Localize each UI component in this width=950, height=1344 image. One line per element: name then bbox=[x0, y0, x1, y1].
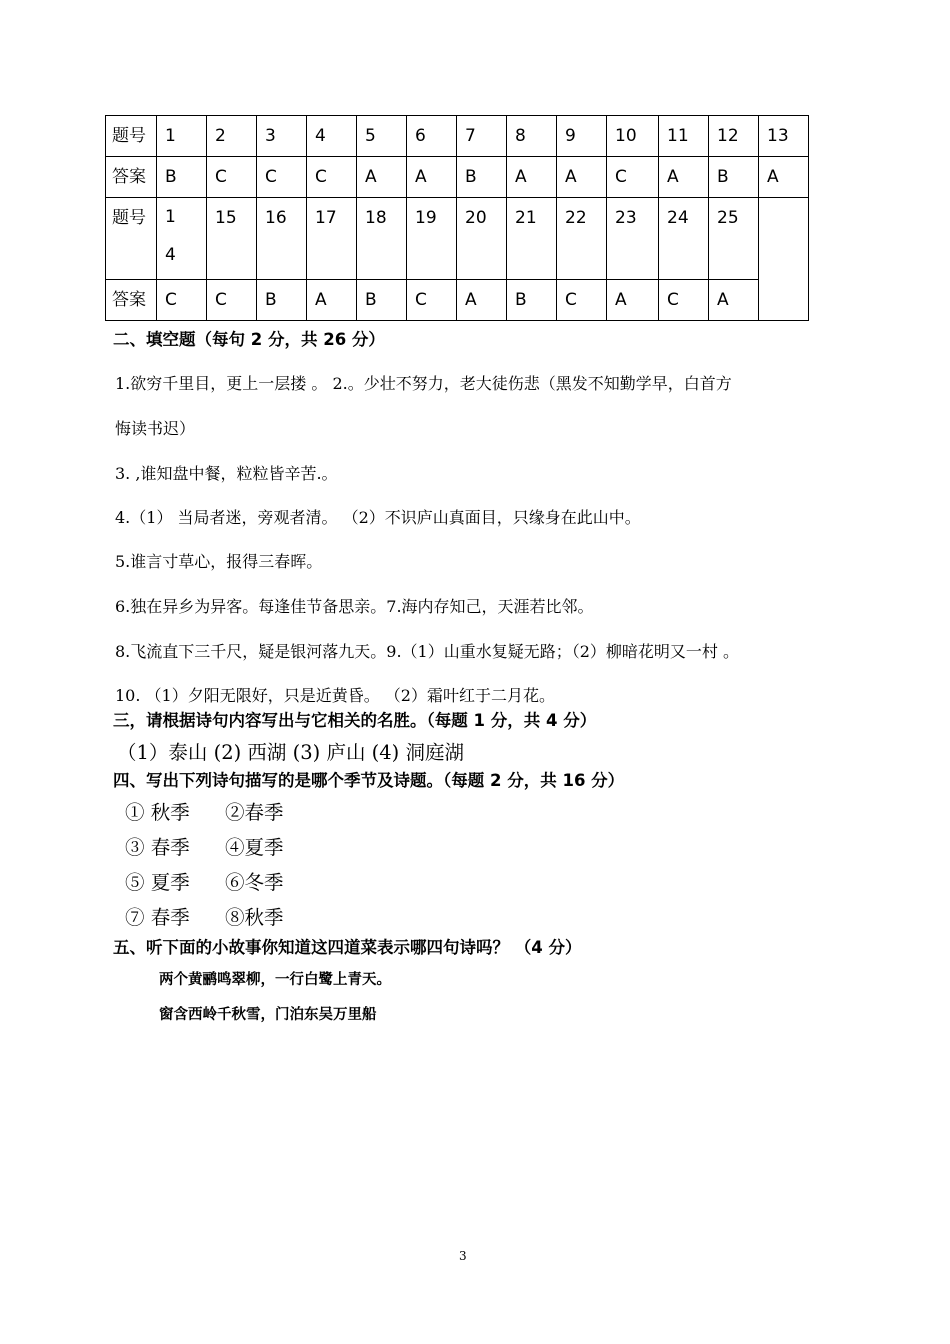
table-cell: A bbox=[407, 157, 457, 198]
table-row bbox=[106, 280, 809, 321]
table-cell: A bbox=[759, 157, 809, 198]
table-cell: 2 bbox=[207, 116, 257, 157]
table-cell: 21 bbox=[507, 198, 557, 280]
season-answer: ⑥冬季 bbox=[225, 871, 284, 894]
table-cell: 22 bbox=[557, 198, 607, 280]
table-cell-empty bbox=[759, 198, 809, 321]
table-cell: 24 bbox=[659, 198, 709, 280]
season-answer: ⑧秋季 bbox=[225, 906, 284, 929]
table-cell: 15 bbox=[207, 198, 257, 280]
table-cell: A bbox=[457, 280, 507, 321]
section-4-title: 四、写出下列诗句描写的是哪个季节及诗题。（每题 2 分，共 16 分） bbox=[113, 771, 625, 790]
section-3-title: 三，请根据诗句内容写出与它相关的名胜。（每题 1 分，共 4 分） bbox=[113, 711, 597, 730]
table-cell: 18 bbox=[357, 198, 407, 280]
table-cell: C bbox=[607, 157, 659, 198]
table-cell: A bbox=[507, 157, 557, 198]
table-cell: B bbox=[157, 157, 207, 198]
season-answer: ②春季 bbox=[225, 801, 284, 824]
table-cell: 8 bbox=[507, 116, 557, 157]
table-cell: A bbox=[557, 157, 607, 198]
answer-line: 悔读书迟） bbox=[115, 419, 196, 438]
table-cell: 19 bbox=[407, 198, 457, 280]
answer-line: 1.欲穷千里目，更上一层搂 。 2.。少壮不努力，老大徒伤悲（黑发不知勤学早，白首方 bbox=[115, 374, 732, 393]
table-cell: 20 bbox=[457, 198, 507, 280]
table-row bbox=[106, 116, 809, 157]
table-cell: 题号 bbox=[106, 116, 157, 157]
table-cell: C bbox=[407, 280, 457, 321]
section-3-answer: （1）泰山 (2) 西湖 (3) 庐山 (4) 洞庭湖 bbox=[117, 741, 464, 764]
table-cell: B bbox=[457, 157, 507, 198]
answer-line: 10. （1）夕阳无限好，只是近黄昏。 （2）霜叶红于二月花。 bbox=[115, 686, 555, 705]
table-cell: 9 bbox=[557, 116, 607, 157]
answer-line: 4.（1） 当局者迷，旁观者清。 （2）不识庐山真面目，只缘身在此山中。 bbox=[115, 508, 641, 527]
table-cell: 答案 bbox=[106, 280, 157, 321]
table-cell: 11 bbox=[659, 116, 709, 157]
table-cell: A bbox=[659, 157, 709, 198]
table-cell bbox=[157, 198, 207, 280]
season-answer: ① 秋季 bbox=[125, 801, 190, 824]
table-cell: B bbox=[507, 280, 557, 321]
answer-table bbox=[105, 115, 809, 321]
season-answer: ⑦ 春季 bbox=[125, 906, 190, 929]
season-answer: ⑤ 夏季 bbox=[125, 871, 190, 894]
table-cell: 25 bbox=[709, 198, 759, 280]
table-cell: 题号 bbox=[106, 198, 157, 280]
table-cell: B bbox=[709, 157, 759, 198]
table-cell: 7 bbox=[457, 116, 507, 157]
table-cell: 1 bbox=[157, 116, 207, 157]
table-cell: C bbox=[207, 157, 257, 198]
section-2-title: 二、填空题（每句 2 分，共 26 分） bbox=[113, 330, 385, 349]
table-cell: C bbox=[557, 280, 607, 321]
table-row bbox=[106, 198, 809, 280]
season-answer: ④夏季 bbox=[225, 836, 284, 859]
poem-line: 两个黄鹂鸣翠柳，一行白鹭上青天。 bbox=[159, 972, 391, 988]
table-cell: 10 bbox=[607, 116, 659, 157]
table-cell: 17 bbox=[307, 198, 357, 280]
season-answer: ③ 春季 bbox=[125, 836, 190, 859]
table-cell: 5 bbox=[357, 116, 407, 157]
table-cell: C bbox=[207, 280, 257, 321]
page-number: 3 bbox=[459, 1249, 467, 1263]
answer-line: 8.飞流直下三千尺，疑是银河落九天。9.（1）山重水复疑无路；（2）柳暗花明又一村 。 bbox=[115, 642, 739, 661]
table-cell: B bbox=[357, 280, 407, 321]
table-cell: C bbox=[659, 280, 709, 321]
answer-line: 6.独在异乡为异客。每逢佳节备思亲。7.海内存知己，天涯若比邻。 bbox=[115, 597, 594, 616]
table-cell: 16 bbox=[257, 198, 307, 280]
table-cell: 13 bbox=[759, 116, 809, 157]
table-cell: B bbox=[257, 280, 307, 321]
table-cell: C bbox=[157, 280, 207, 321]
table-row bbox=[106, 157, 809, 198]
section-5-title: 五、听下面的小故事你知道这四道菜表示哪四句诗吗？ （4 分） bbox=[113, 938, 582, 957]
answer-line: 5.谁言寸草心，报得三春晖。 bbox=[115, 552, 323, 571]
table-cell: 23 bbox=[607, 198, 659, 280]
table-cell: 6 bbox=[407, 116, 457, 157]
answer-line: 3. ,谁知盘中餐，粒粒皆辛苦.。 bbox=[115, 464, 338, 483]
table-cell: A bbox=[607, 280, 659, 321]
table-cell: C bbox=[257, 157, 307, 198]
table-cell: 12 bbox=[709, 116, 759, 157]
table-cell: C bbox=[307, 157, 357, 198]
table-cell: A bbox=[709, 280, 759, 321]
table-cell: A bbox=[307, 280, 357, 321]
poem-line: 窗含西岭千秋雪，门泊东吴万里船 bbox=[159, 1007, 377, 1023]
table-cell: A bbox=[357, 157, 407, 198]
wrapped-number: 14 bbox=[165, 207, 176, 265]
table-cell: 3 bbox=[257, 116, 307, 157]
table-cell: 答案 bbox=[106, 157, 157, 198]
table-cell: 4 bbox=[307, 116, 357, 157]
